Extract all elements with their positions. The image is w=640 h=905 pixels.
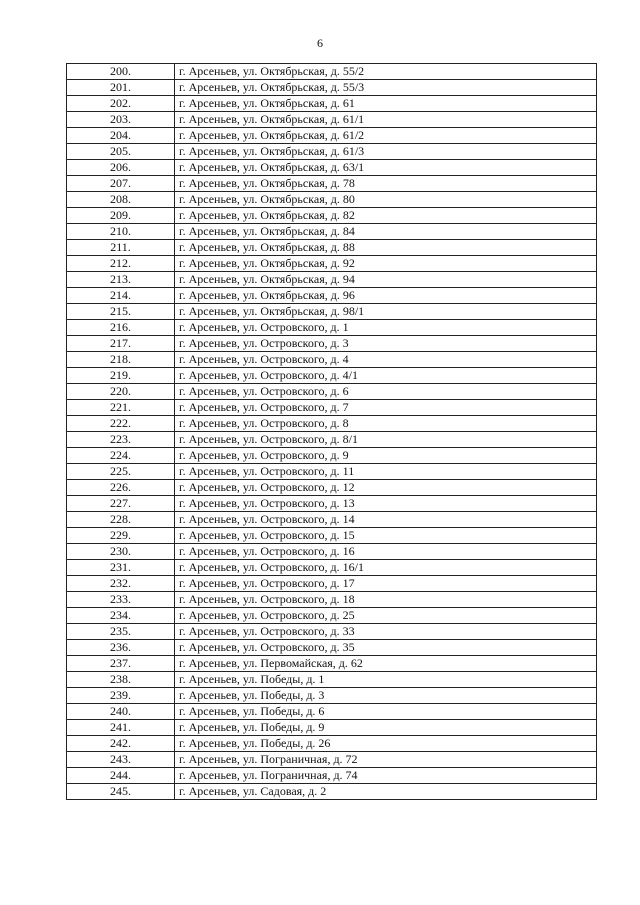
table-row (67, 640, 597, 656)
row-number: 230. (67, 544, 175, 560)
table-row (67, 672, 597, 688)
row-number: 203. (67, 112, 175, 128)
table-row (67, 320, 597, 336)
row-address: г. Арсеньев, ул. Пограничная, д. 72 (175, 752, 597, 768)
row-number: 207. (67, 176, 175, 192)
table-row (67, 736, 597, 752)
table-row (67, 128, 597, 144)
row-address: г. Арсеньев, ул. Островского, д. 11 (175, 464, 597, 480)
row-number: 221. (67, 400, 175, 416)
row-number: 224. (67, 448, 175, 464)
row-address: г. Арсеньев, ул. Октябрьская, д. 55/3 (175, 80, 597, 96)
table-row (67, 64, 597, 80)
row-address: г. Арсеньев, ул. Островского, д. 13 (175, 496, 597, 512)
row-number: 236. (67, 640, 175, 656)
table-row (67, 352, 597, 368)
row-address: г. Арсеньев, ул. Островского, д. 14 (175, 512, 597, 528)
row-address: г. Арсеньев, ул. Островского, д. 15 (175, 528, 597, 544)
row-address: г. Арсеньев, ул. Островского, д. 1 (175, 320, 597, 336)
row-address: г. Арсеньев, ул. Островского, д. 9 (175, 448, 597, 464)
row-address: г. Арсеньев, ул. Островского, д. 16/1 (175, 560, 597, 576)
table-row (67, 80, 597, 96)
table-row (67, 112, 597, 128)
row-number: 225. (67, 464, 175, 480)
table-row (67, 384, 597, 400)
table-row (67, 560, 597, 576)
row-number: 211. (67, 240, 175, 256)
row-address: г. Арсеньев, ул. Островского, д. 35 (175, 640, 597, 656)
row-number: 208. (67, 192, 175, 208)
table-row (67, 400, 597, 416)
table-row (67, 192, 597, 208)
table-row (67, 240, 597, 256)
table-row (67, 464, 597, 480)
table-row (67, 544, 597, 560)
row-number: 220. (67, 384, 175, 400)
row-address: г. Арсеньев, ул. Октябрьская, д. 84 (175, 224, 597, 240)
table-row (67, 336, 597, 352)
row-address: г. Арсеньев, ул. Победы, д. 3 (175, 688, 597, 704)
table-row (67, 688, 597, 704)
row-address: г. Арсеньев, ул. Победы, д. 9 (175, 720, 597, 736)
row-address: г. Арсеньев, ул. Островского, д. 12 (175, 480, 597, 496)
row-address: г. Арсеньев, ул. Островского, д. 25 (175, 608, 597, 624)
row-address: г. Арсеньев, ул. Островского, д. 4/1 (175, 368, 597, 384)
row-number: 232. (67, 576, 175, 592)
row-number: 202. (67, 96, 175, 112)
row-number: 223. (67, 432, 175, 448)
row-address: г. Арсеньев, ул. Октябрьская, д. 61/2 (175, 128, 597, 144)
row-address: г. Арсеньев, ул. Октябрьская, д. 61/3 (175, 144, 597, 160)
row-number: 222. (67, 416, 175, 432)
table-row (67, 160, 597, 176)
table-row (67, 368, 597, 384)
row-address: г. Арсеньев, ул. Победы, д. 6 (175, 704, 597, 720)
row-number: 217. (67, 336, 175, 352)
row-address: г. Арсеньев, ул. Октябрьская, д. 78 (175, 176, 597, 192)
row-address: г. Арсеньев, ул. Садовая, д. 2 (175, 784, 597, 800)
table-row (67, 416, 597, 432)
row-address: г. Арсеньев, ул. Октябрьская, д. 82 (175, 208, 597, 224)
address-table-body (67, 64, 597, 800)
row-number: 200. (67, 64, 175, 80)
table-row (67, 288, 597, 304)
row-address: г. Арсеньев, ул. Октябрьская, д. 88 (175, 240, 597, 256)
row-number: 240. (67, 704, 175, 720)
table-row (67, 592, 597, 608)
row-number: 209. (67, 208, 175, 224)
table-row (67, 512, 597, 528)
row-address: г. Арсеньев, ул. Победы, д. 1 (175, 672, 597, 688)
row-number: 237. (67, 656, 175, 672)
table-row (67, 704, 597, 720)
row-number: 201. (67, 80, 175, 96)
row-number: 204. (67, 128, 175, 144)
row-address: г. Арсеньев, ул. Октябрьская, д. 80 (175, 192, 597, 208)
table-row (67, 528, 597, 544)
row-number: 227. (67, 496, 175, 512)
row-number: 233. (67, 592, 175, 608)
row-address: г. Арсеньев, ул. Победы, д. 26 (175, 736, 597, 752)
row-number: 234. (67, 608, 175, 624)
row-number: 206. (67, 160, 175, 176)
row-number: 216. (67, 320, 175, 336)
row-number: 242. (67, 736, 175, 752)
row-number: 213. (67, 272, 175, 288)
row-number: 219. (67, 368, 175, 384)
table-row (67, 208, 597, 224)
row-address: г. Арсеньев, ул. Октябрьская, д. 92 (175, 256, 597, 272)
table-row (67, 752, 597, 768)
table-row (67, 608, 597, 624)
address-table (66, 63, 597, 800)
row-address: г. Арсеньев, ул. Пограничная, д. 74 (175, 768, 597, 784)
table-row (67, 720, 597, 736)
row-number: 214. (67, 288, 175, 304)
row-address: г. Арсеньев, ул. Октябрьская, д. 61/1 (175, 112, 597, 128)
row-address: г. Арсеньев, ул. Октябрьская, д. 61 (175, 96, 597, 112)
row-number: 245. (67, 784, 175, 800)
table-row (67, 784, 597, 800)
table-row (67, 480, 597, 496)
row-number: 226. (67, 480, 175, 496)
row-number: 238. (67, 672, 175, 688)
row-address: г. Арсеньев, ул. Октябрьская, д. 98/1 (175, 304, 597, 320)
row-address: г. Арсеньев, ул. Островского, д. 8 (175, 416, 597, 432)
row-number: 228. (67, 512, 175, 528)
table-row (67, 576, 597, 592)
row-address: г. Арсеньев, ул. Островского, д. 18 (175, 592, 597, 608)
row-address: г. Арсеньев, ул. Островского, д. 33 (175, 624, 597, 640)
table-row (67, 624, 597, 640)
row-address: г. Арсеньев, ул. Островского, д. 16 (175, 544, 597, 560)
row-address: г. Арсеньев, ул. Островского, д. 6 (175, 384, 597, 400)
table-row (67, 176, 597, 192)
table-row (67, 768, 597, 784)
row-number: 205. (67, 144, 175, 160)
row-address: г. Арсеньев, ул. Островского, д. 8/1 (175, 432, 597, 448)
row-number: 231. (67, 560, 175, 576)
row-number: 229. (67, 528, 175, 544)
row-address: г. Арсеньев, ул. Островского, д. 3 (175, 336, 597, 352)
row-address: г. Арсеньев, ул. Октябрьская, д. 94 (175, 272, 597, 288)
row-number: 243. (67, 752, 175, 768)
table-row (67, 256, 597, 272)
row-number: 235. (67, 624, 175, 640)
row-address: г. Арсеньев, ул. Октябрьская, д. 55/2 (175, 64, 597, 80)
row-number: 210. (67, 224, 175, 240)
table-row (67, 304, 597, 320)
table-row (67, 448, 597, 464)
table-row (67, 144, 597, 160)
row-address: г. Арсеньев, ул. Октябрьская, д. 63/1 (175, 160, 597, 176)
row-address: г. Арсеньев, ул. Островского, д. 4 (175, 352, 597, 368)
table-row (67, 656, 597, 672)
row-number: 244. (67, 768, 175, 784)
table-row (67, 496, 597, 512)
table-row (67, 224, 597, 240)
row-number: 215. (67, 304, 175, 320)
row-number: 241. (67, 720, 175, 736)
row-address: г. Арсеньев, ул. Островского, д. 7 (175, 400, 597, 416)
table-row (67, 272, 597, 288)
table-row (67, 96, 597, 112)
row-address: г. Арсеньев, ул. Островского, д. 17 (175, 576, 597, 592)
row-address: г. Арсеньев, ул. Октябрьская, д. 96 (175, 288, 597, 304)
row-number: 239. (67, 688, 175, 704)
row-address: г. Арсеньев, ул. Первомайская, д. 62 (175, 656, 597, 672)
page-number: 6 (317, 36, 323, 50)
row-number: 218. (67, 352, 175, 368)
row-number: 212. (67, 256, 175, 272)
table-row (67, 432, 597, 448)
